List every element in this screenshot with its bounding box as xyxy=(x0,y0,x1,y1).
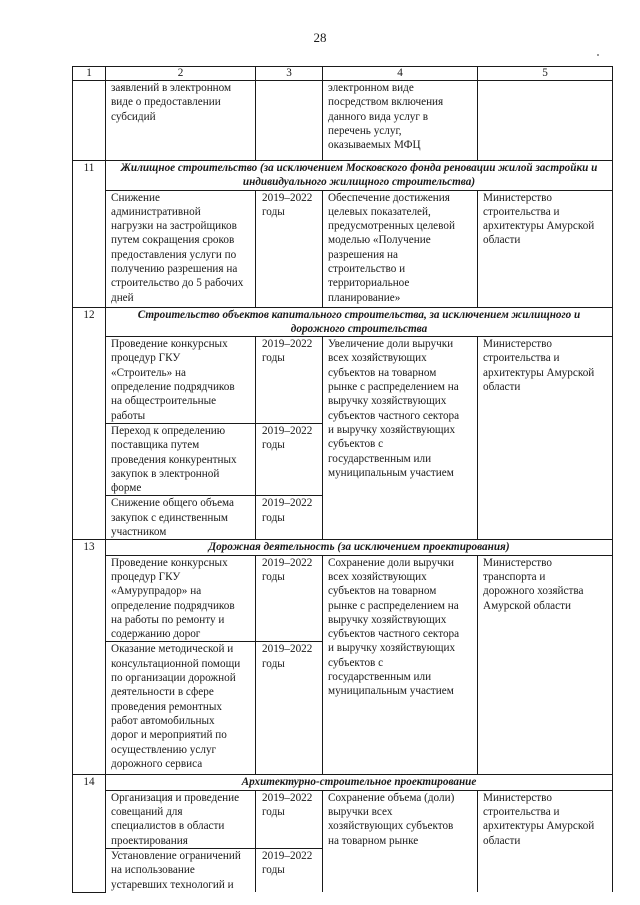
measure-cell: Снижение административной нагрузки на застройщиков путем сокращения сроков предоставления услуги по получению разрешения на строительство до 5 рабочих дней xyxy=(106,190,256,307)
measures-table xyxy=(72,66,613,893)
period-cell: 2019–2022 годы xyxy=(256,790,323,848)
section-title: Строительство объектов капитального строительства, за исключением жилищного и дорожного строительства xyxy=(106,307,613,337)
measure-cell: заявлений в электронном виде о предоставлении субсидий xyxy=(106,81,256,161)
column-number: 2 xyxy=(106,67,256,81)
responsible-cell: Министерство строительства и архитектуры Амурской области xyxy=(478,337,613,540)
period-cell: 2019–2022 годы xyxy=(256,848,323,892)
section-header-row xyxy=(73,540,613,555)
section-number: 13 xyxy=(73,540,106,775)
table-row xyxy=(73,790,613,848)
section-number: 14 xyxy=(73,775,106,892)
period-cell: 2019–2022 годы xyxy=(256,496,323,540)
column-number: 5 xyxy=(478,67,613,81)
period-cell: 2019–2022 годы xyxy=(256,337,323,424)
column-number: 4 xyxy=(323,67,478,81)
column-number: 1 xyxy=(73,67,106,81)
period-cell: 2019–2022 годы xyxy=(256,642,323,775)
row-number-cell xyxy=(73,81,106,161)
responsible-cell: Министерство строительства и архитектуры Амурской области xyxy=(478,790,613,892)
section-number: 12 xyxy=(73,307,106,540)
section-header-row xyxy=(73,307,613,337)
section-header-row xyxy=(73,161,613,191)
section-title: Жилищное строительство (за исключением Московского фонда реновации жилой застройки и индивидуального жилищного строительства) xyxy=(106,161,613,191)
column-number-row xyxy=(73,67,613,81)
measure-cell: Оказание методической и консультационной помощи по организации дорожной деятельности в сфере проведения ремонтных работ автомобильных дорог и мероприятий по осуществлению услуг дорожного сервиса xyxy=(106,642,256,775)
responsible-cell: Министерство строительства и архитектуры Амурской области xyxy=(478,190,613,307)
period-cell: 2019–2022 годы xyxy=(256,555,323,642)
table-row xyxy=(73,190,613,307)
measure-cell: Проведение конкурсных процедур ГКУ «Строитель» на определение подрядчиков на общестроительные работы xyxy=(106,337,256,424)
indicator-cell: Сохранение доли выручки всех хозяйствующих субъектов на товарном рынке с распределением на выручку хозяйствующих субъектов частного сектора и выручку хозяйствующих субъектов с государственным или муниципальным участием xyxy=(323,555,478,775)
indicator-cell: электронном виде посредством включения данного вида услуг в перечень услуг, оказываемых МФЦ xyxy=(323,81,478,161)
measure-cell: Установление ограничений на использование устаревших технологий и xyxy=(106,848,256,892)
measure-cell: Проведение конкурсных процедур ГКУ «Амурупрадор» на определение подрядчиков на работы по ремонту и содержанию дорог xyxy=(106,555,256,642)
responsible-cell: Министерство транспорта и дорожного хозяйства Амурской области xyxy=(478,555,613,775)
measure-cell: Снижение общего объема закупок с единственным участником xyxy=(106,496,256,540)
table-row xyxy=(73,337,613,424)
section-header-row xyxy=(73,775,613,790)
period-cell xyxy=(256,81,323,161)
table-row xyxy=(73,81,613,161)
section-title: Дорожная деятельность (за исключением проектирования) xyxy=(106,540,613,555)
column-number: 3 xyxy=(256,67,323,81)
measure-cell: Организация и проведение совещаний для специалистов в области проектирования xyxy=(106,790,256,848)
period-cell: 2019–2022 годы xyxy=(256,190,323,307)
indicator-cell: Обеспечение достижения целевых показателей, предусмотренных целевой моделью «Получение разрешения на строительство и территориальное планирование» xyxy=(323,190,478,307)
scan-speck xyxy=(597,54,599,56)
section-title: Архитектурно-строительное проектирование xyxy=(106,775,613,790)
period-cell: 2019–2022 годы xyxy=(256,423,323,495)
responsible-cell xyxy=(478,81,613,161)
section-number: 11 xyxy=(73,161,106,308)
indicator-cell: Увеличение доли выручки всех хозяйствующих субъектов на товарном рынке с распределением на выручку хозяйствующих субъектов частного сектора и выручку хозяйствующих субъектов с государственным или муниципальным участием xyxy=(323,337,478,540)
indicator-cell: Сохранение объема (доли) выручки всех хозяйствующих субъектов на товарном рынке xyxy=(323,790,478,892)
table-row xyxy=(73,555,613,642)
measure-cell: Переход к определению поставщика путем проведения конкурентных закупок в электронной форме xyxy=(106,423,256,495)
page-number: 28 xyxy=(313,30,327,45)
